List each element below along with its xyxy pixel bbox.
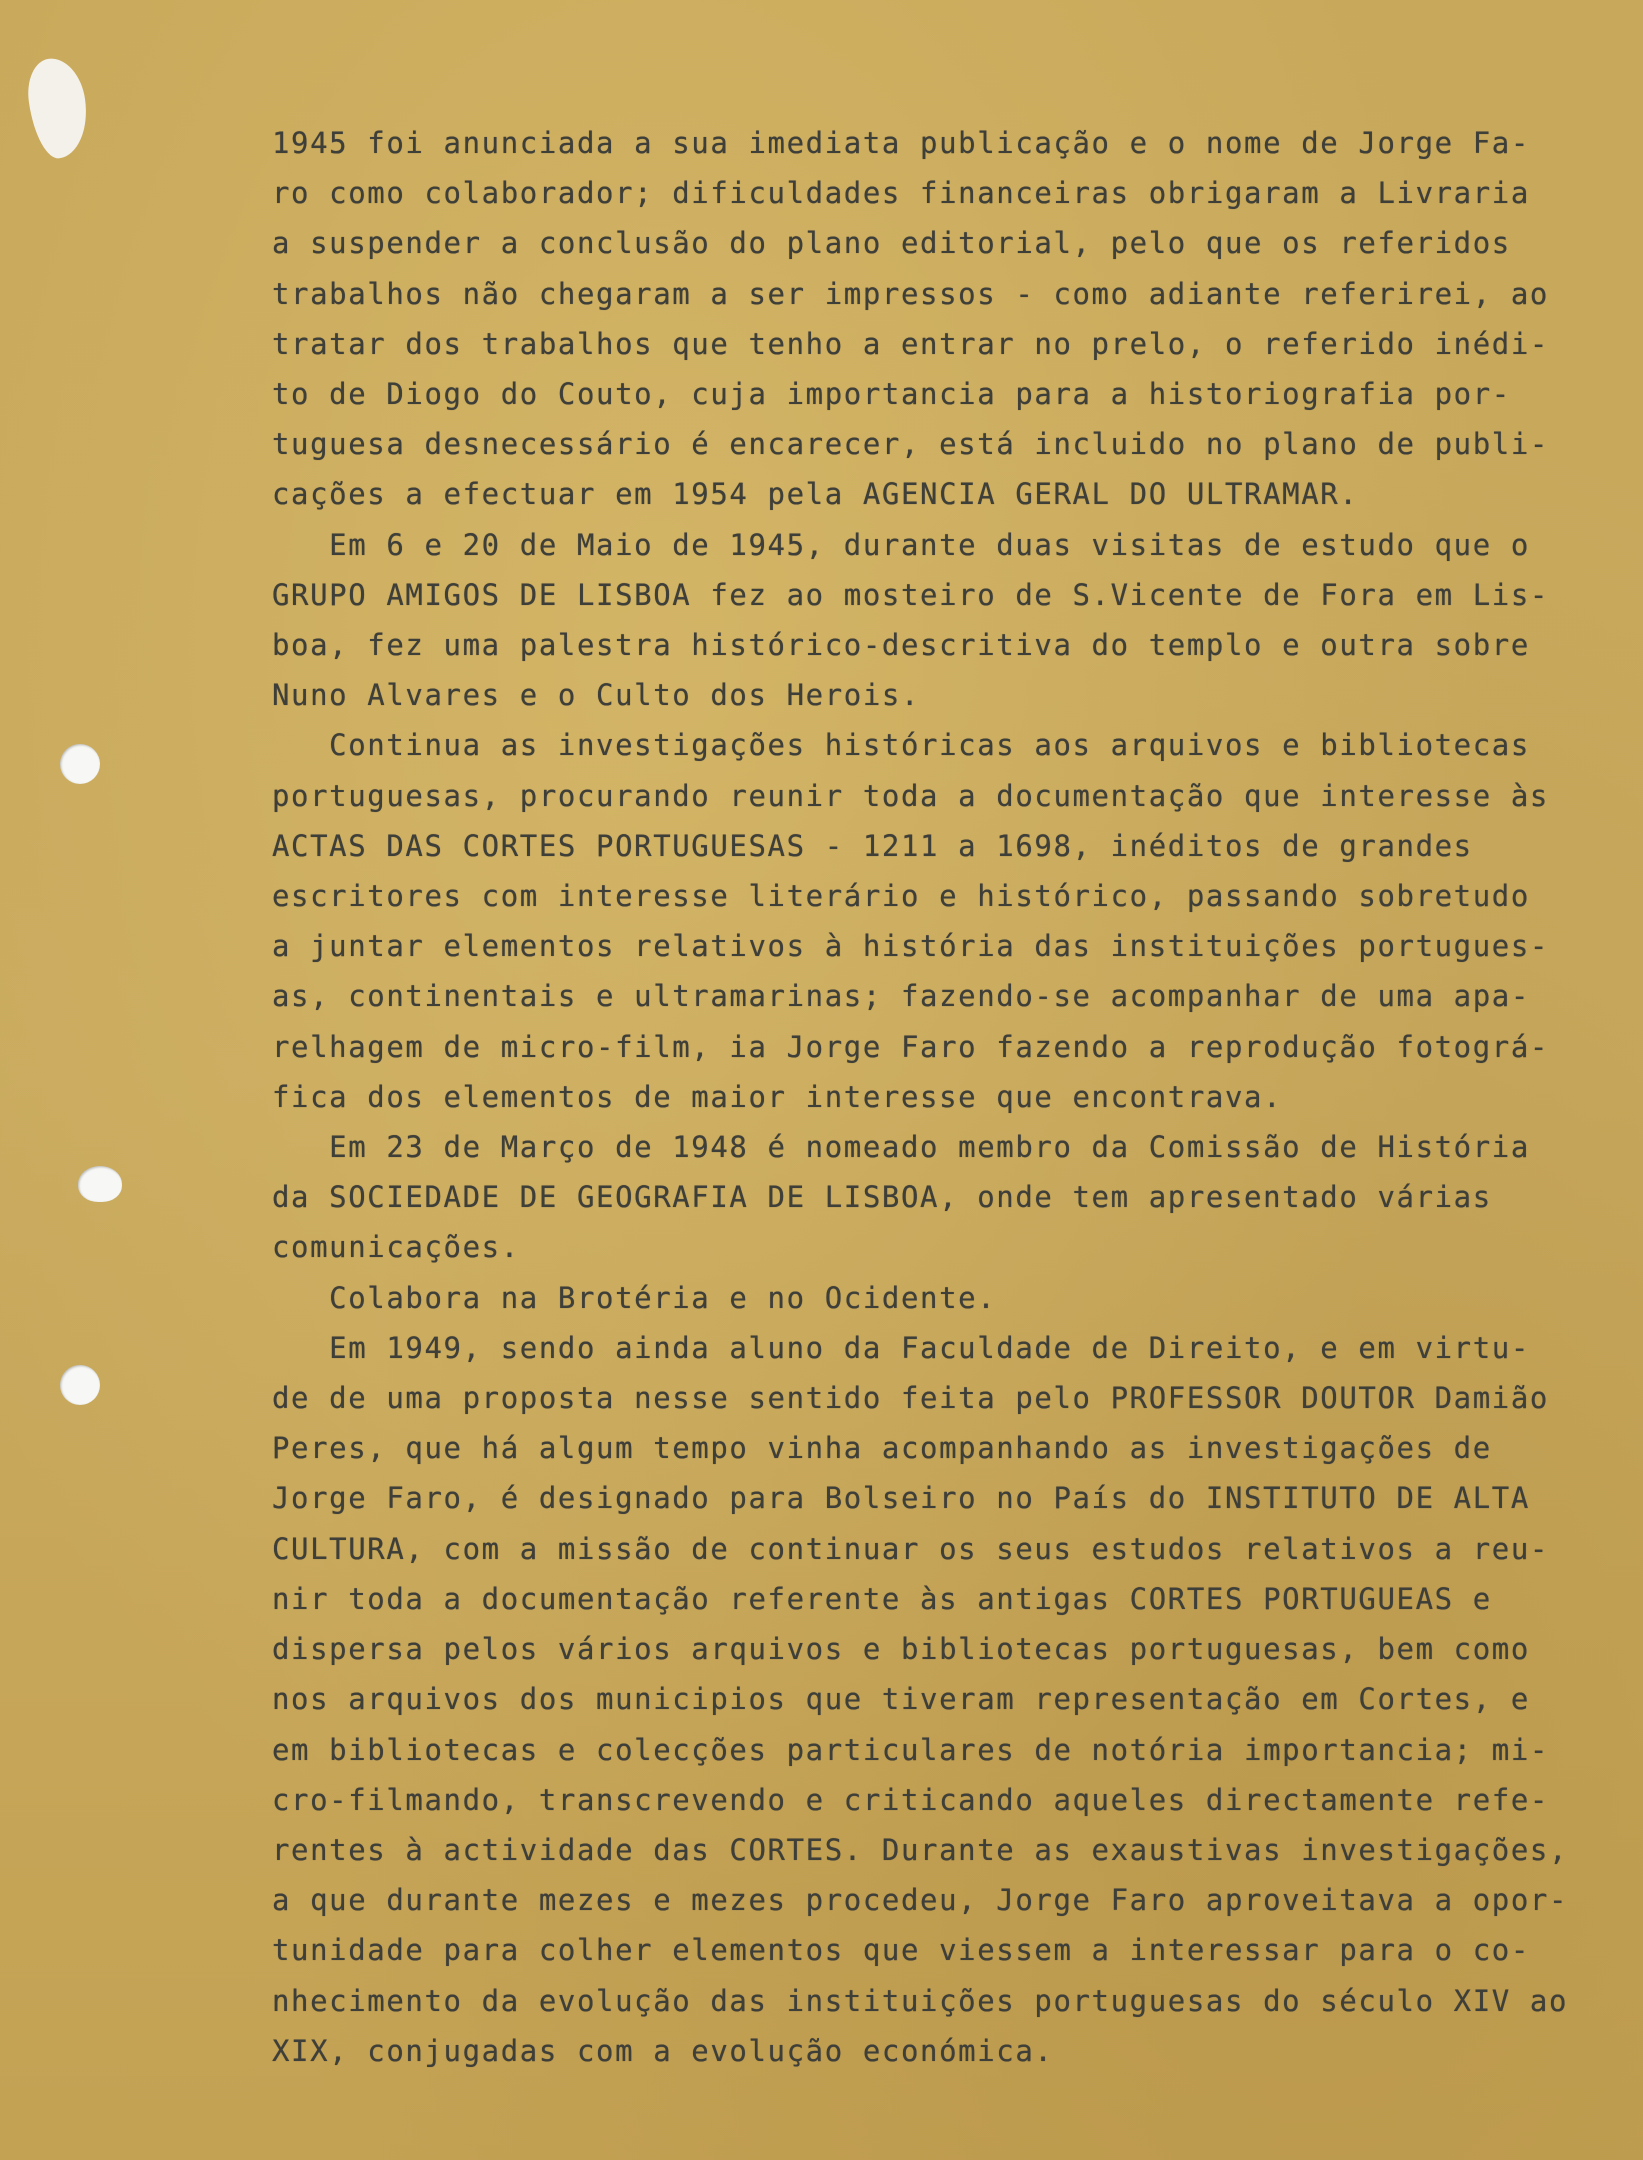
text-line: Colabora na Brotéria e no Ocidente. <box>272 1280 997 1315</box>
text-line: a que durante mezes e mezes procedeu, Jorge Faro aproveitava a opor- <box>272 1883 1569 1918</box>
punch-hole <box>60 744 100 784</box>
text-line: to de Diogo do Couto, cuja importancia para a historiografia por- <box>272 377 1511 412</box>
text-line: comunicações. <box>272 1230 520 1265</box>
text-line: boa, fez uma palestra histórico-descritiva do templo e outra sobre <box>272 628 1530 663</box>
punch-hole <box>60 1365 100 1405</box>
text-line: 1945 foi anunciada a sua imediata publicação e o nome de Jorge Fa- <box>272 126 1530 160</box>
text-line: portuguesas, procurando reunir toda a documentação que interesse às <box>272 778 1549 813</box>
text-line: cações a efectuar em 1954 pela AGENCIA GERAL DO ULTRAMAR. <box>272 477 1359 512</box>
text-line: dispersa pelos vários arquivos e bibliotecas portuguesas, bem como <box>272 1632 1530 1667</box>
text-line: escritores com interesse literário e histórico, passando sobretudo <box>272 879 1530 914</box>
text-line: tratar dos trabalhos que tenho a entrar no prelo, o referido inédi- <box>272 326 1549 361</box>
typewritten-body <box>272 118 1632 2076</box>
text-line: nir toda a documentação referente às antigas CORTES PORTUGUEAS e <box>272 1581 1492 1616</box>
text-line: ro como colaborador; dificuldades financeiras obrigaram a Livraria <box>272 176 1530 211</box>
text-line: fica dos elementos de maior interesse que encontrava. <box>272 1079 1283 1114</box>
text-line: Em 1949, sendo ainda aluno da Faculdade de Direito, e em virtu- <box>272 1330 1530 1365</box>
text-line: em bibliotecas e colecções particulares de notória importancia; mi- <box>272 1732 1549 1767</box>
text-line: Peres, que há algum tempo vinha acompanhando as investigações de <box>272 1431 1492 1466</box>
text-line: nhecimento da evolução das instituições portuguesas do século XIV ao <box>272 1983 1569 2018</box>
text-line: GRUPO AMIGOS DE LISBOA fez ao mosteiro de S.Vicente de Fora em Lis- <box>272 577 1549 612</box>
text-line: as, continentais e ultramarinas; fazendo-se acompanhar de uma apa- <box>272 979 1530 1014</box>
punch-hole <box>78 1166 122 1202</box>
text-line: XIX, conjugadas com a evolução económica. <box>272 2033 1054 2068</box>
paper-tear <box>23 55 92 162</box>
text-line: relhagem de micro-film, ia Jorge Faro fazendo a reprodução fotográ- <box>272 1029 1549 1064</box>
text-line: Jorge Faro, é designado para Bolseiro no País do INSTITUTO DE ALTA <box>272 1481 1530 1516</box>
text-line: a juntar elementos relativos à história das instituições portugues- <box>272 929 1549 964</box>
text-line: Em 23 de Março de 1948 é nomeado membro da Comissão de História <box>272 1130 1530 1165</box>
text-line: Em 6 e 20 de Maio de 1945, durante duas visitas de estudo que o <box>272 527 1530 562</box>
text-line: tunidade para colher elementos que viessem a interessar para o co- <box>272 1933 1530 1968</box>
text-line: rentes à actividade das CORTES. Durante as exaustivas investigações, <box>272 1832 1569 1867</box>
text-line: de de uma proposta nesse sentido feita pelo PROFESSOR DOUTOR Damião <box>272 1381 1549 1416</box>
text-line: cro-filmando, transcrevendo e criticando aqueles directamente refe- <box>272 1782 1549 1817</box>
text-line: Continua as investigações históricas aos arquivos e bibliotecas <box>272 728 1530 763</box>
text-line: Nuno Alvares e o Culto dos Herois. <box>272 678 921 713</box>
text-line: nos arquivos dos municipios que tiveram representação em Cortes, e <box>272 1682 1530 1717</box>
text-line: da SOCIEDADE DE GEOGRAFIA DE LISBOA, onde tem apresentado várias <box>272 1180 1492 1215</box>
text-line: CULTURA, com a missão de continuar os seus estudos relativos a reu- <box>272 1531 1549 1566</box>
text-line: a suspender a conclusão do plano editorial, pelo que os referidos <box>272 226 1511 261</box>
text-line: tuguesa desnecessário é encarecer, está incluido no plano de publi- <box>272 427 1549 462</box>
text-line: ACTAS DAS CORTES PORTUGUESAS - 1211 a 1698, inéditos de grandes <box>272 828 1473 863</box>
text-line: trabalhos não chegaram a ser impressos - como adiante referirei, ao <box>272 276 1549 311</box>
